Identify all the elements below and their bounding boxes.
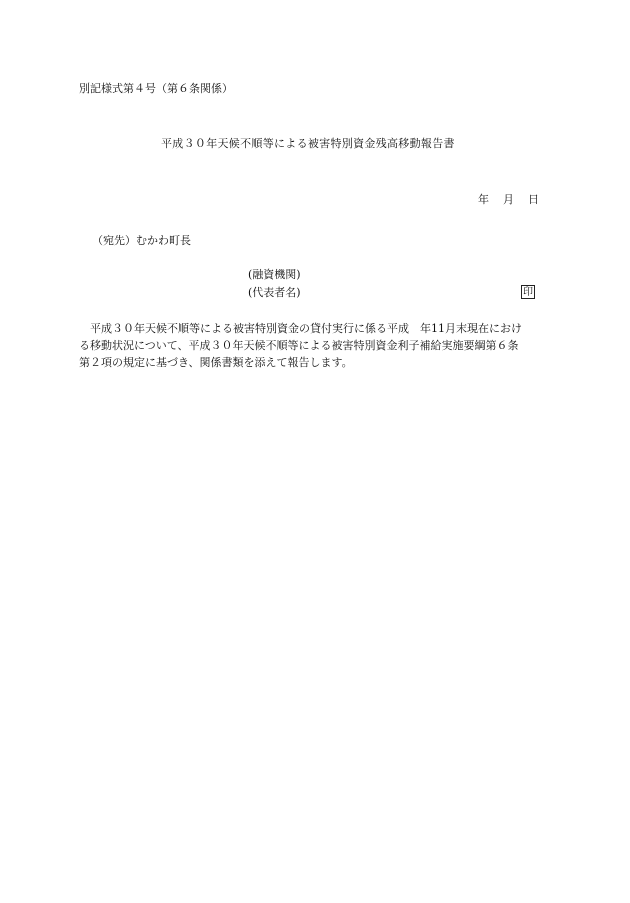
seal-mark: 印 xyxy=(523,287,533,298)
addressee: （宛先）むかわ町長 xyxy=(92,234,191,247)
body-line: 平成３０年天候不順等による被害特別資金の貸付実行に係る平成 年11月末現在におけ xyxy=(90,322,522,335)
body-line: 第２項の規定に基づき、関係書類を添えて報告します。 xyxy=(79,356,353,369)
body-line: る移動状況について、平成３０年天候不順等による被害特別資金利子補給実施要綱第６条 xyxy=(79,339,519,352)
date-day-label: 日 xyxy=(528,193,539,206)
form-reference: 別記様式第４号（第６条関係） xyxy=(79,82,233,95)
date-year-label: 年 xyxy=(478,193,489,206)
date-month-label: 月 xyxy=(503,193,514,206)
representative-label: (代表者名) xyxy=(248,286,301,299)
document-title: 平成３０年天候不順等による被害特別資金残高移動報告書 xyxy=(161,137,455,150)
date-line xyxy=(478,193,539,207)
report-body xyxy=(79,320,549,371)
institution-label: (融資機関) xyxy=(248,268,301,281)
